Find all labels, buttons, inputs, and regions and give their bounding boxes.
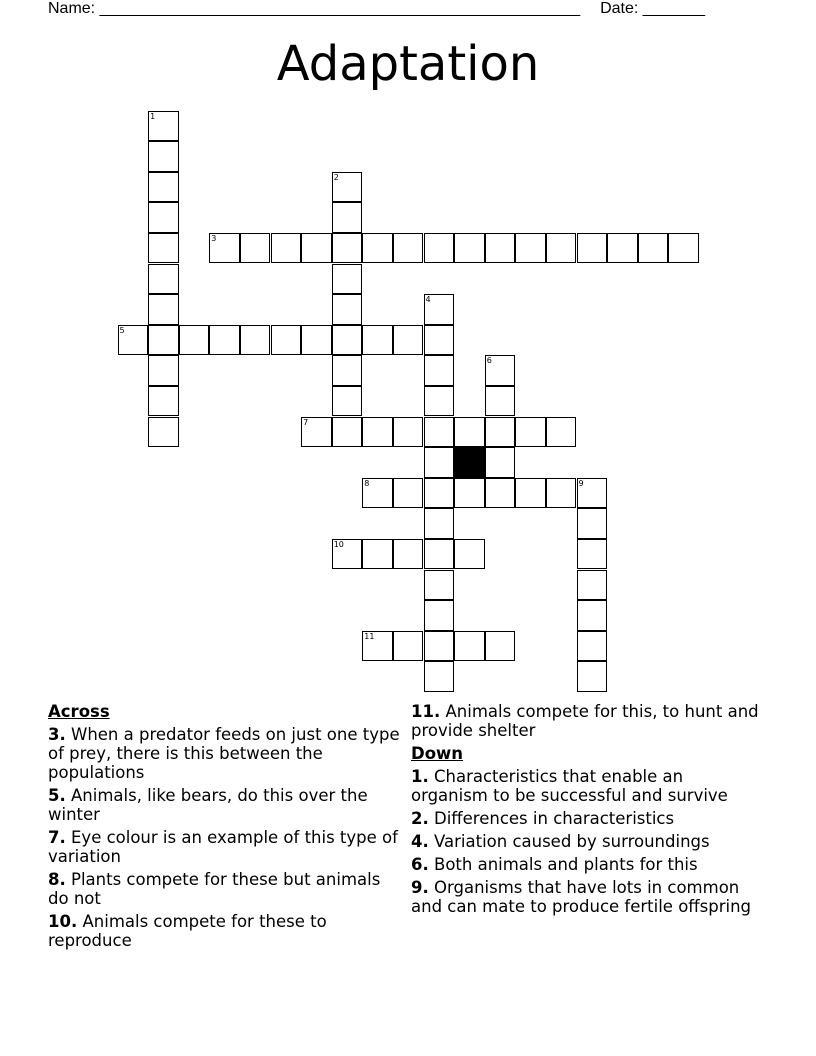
grid-cell[interactable] (424, 539, 455, 570)
grid-cell[interactable] (148, 355, 179, 386)
grid-cell[interactable] (577, 508, 608, 539)
grid-cell[interactable] (332, 264, 363, 295)
clue-number: 9 (578, 478, 584, 488)
grid-cell[interactable] (577, 570, 608, 601)
clue-number: 2 (333, 172, 339, 182)
grid-cell[interactable] (362, 417, 393, 448)
across-clue-8: 8. Plants compete for these but animals do not (48, 870, 381, 908)
grid-cell[interactable] (454, 478, 485, 509)
grid-cell[interactable] (454, 631, 485, 662)
grid-cell[interactable] (393, 325, 424, 356)
grid-cell[interactable] (148, 141, 179, 172)
clue-number: 1 (150, 111, 156, 121)
grid-cell[interactable] (515, 417, 546, 448)
grid-cell[interactable] (362, 631, 393, 662)
grid-cell[interactable] (485, 478, 516, 509)
grid-cell[interactable] (577, 539, 608, 570)
grid-cell[interactable] (148, 264, 179, 295)
grid-cell[interactable] (332, 172, 363, 203)
grid-cell[interactable] (424, 478, 455, 509)
clue-number: 4 (425, 295, 431, 305)
grid-cell[interactable] (332, 355, 363, 386)
grid-cell[interactable] (424, 661, 455, 692)
page-title: Adaptation (276, 36, 540, 92)
grid-cell[interactable] (577, 600, 608, 631)
grid-cell[interactable] (424, 600, 455, 631)
grid-cell[interactable] (393, 233, 424, 264)
clue-number: 8 (364, 478, 370, 488)
grid-cell[interactable] (362, 233, 393, 264)
grid-cell[interactable] (393, 417, 424, 448)
grid-cell[interactable] (332, 233, 363, 264)
grid-cell[interactable] (424, 570, 455, 601)
clue-number: 11 (364, 631, 375, 641)
grid-cell[interactable] (515, 478, 546, 509)
grid-cell[interactable] (362, 325, 393, 356)
clue-number: 10 (333, 539, 344, 549)
grid-cell[interactable] (240, 325, 271, 356)
grid-cell[interactable] (424, 508, 455, 539)
grid-black-cell (454, 447, 485, 478)
down-heading: Down (411, 744, 464, 763)
grid-cell[interactable] (148, 417, 179, 448)
clue-number: 6 (486, 356, 492, 366)
grid-cell[interactable] (424, 233, 455, 264)
across-heading: Across (48, 702, 110, 721)
grid-cell[interactable] (148, 325, 179, 356)
clue-number: 5 (119, 325, 125, 335)
clues-left-column (48, 702, 400, 954)
across-clue-3: 3. When a predator feeds on just one type of prey, there is this between the populations (48, 725, 400, 782)
clue-number: 3 (211, 233, 217, 243)
grid-cell[interactable] (332, 386, 363, 417)
grid-cell[interactable] (332, 202, 363, 233)
grid-cell[interactable] (301, 325, 332, 356)
grid-cell[interactable] (209, 233, 240, 264)
grid-cell[interactable] (271, 233, 302, 264)
grid-cell[interactable] (577, 661, 608, 692)
grid-cell[interactable] (148, 172, 179, 203)
name-field-label[interactable]: Name: ______________________________________________________ (48, 0, 581, 17)
grid-cell[interactable] (393, 631, 424, 662)
down-clue-9: 9. Organisms that have lots in common and can mate to produce fertile offspring (411, 878, 752, 916)
grid-cell[interactable] (546, 478, 577, 509)
grid-cell[interactable] (454, 233, 485, 264)
grid-cell[interactable] (424, 355, 455, 386)
grid-cell[interactable] (240, 233, 271, 264)
grid-cell[interactable] (148, 294, 179, 325)
across-clue-10: 10. Animals compete for these to reproduce (48, 912, 327, 950)
grid-cell[interactable] (271, 325, 302, 356)
grid-cell[interactable] (515, 233, 546, 264)
grid-cell[interactable] (546, 417, 577, 448)
grid-cell[interactable] (424, 386, 455, 417)
date-field-label[interactable]: Date: _______ (600, 0, 706, 17)
grid-cell[interactable] (424, 417, 455, 448)
grid-cell[interactable] (424, 631, 455, 662)
grid-cell[interactable] (638, 233, 669, 264)
grid-cell[interactable] (301, 233, 332, 264)
grid-cell[interactable] (485, 233, 516, 264)
grid-cell[interactable] (332, 294, 363, 325)
grid-cell[interactable] (148, 111, 179, 142)
clue-number: 7 (303, 417, 309, 427)
across-clue-7: 7. Eye colour is an example of this type of variation (48, 828, 398, 866)
down-clue-2: 2. Differences in characteristics (411, 809, 675, 828)
grid-cell[interactable] (362, 539, 393, 570)
grid-cell[interactable] (148, 386, 179, 417)
grid-cell[interactable] (485, 355, 516, 386)
grid-cell[interactable] (332, 539, 363, 570)
grid-cell[interactable] (362, 478, 393, 509)
clues-right-column (411, 702, 763, 920)
grid-cell[interactable] (577, 631, 608, 662)
grid-cell[interactable] (148, 202, 179, 233)
grid-cell[interactable] (485, 386, 516, 417)
grid-cell[interactable] (118, 325, 149, 356)
grid-cell[interactable] (424, 294, 455, 325)
grid-cell[interactable] (485, 631, 516, 662)
grid-cell[interactable] (546, 233, 577, 264)
down-clue-1: 1. Characteristics that enable an organism to be successful and survive (411, 767, 728, 805)
grid-cell[interactable] (209, 325, 240, 356)
grid-cell[interactable] (577, 478, 608, 509)
grid-cell[interactable] (424, 325, 455, 356)
grid-cell[interactable] (607, 233, 638, 264)
grid-cell[interactable] (332, 325, 363, 356)
grid-cell[interactable] (485, 447, 516, 478)
grid-cell[interactable] (301, 417, 332, 448)
grid-cell[interactable] (393, 539, 424, 570)
down-clue-6: 6. Both animals and plants for this (411, 855, 698, 874)
grid-cell[interactable] (179, 325, 210, 356)
down-clue-4: 4. Variation caused by surroundings (411, 832, 710, 851)
grid-cell[interactable] (332, 417, 363, 448)
grid-cell[interactable] (454, 539, 485, 570)
grid-cell[interactable] (454, 417, 485, 448)
grid-cell[interactable] (424, 447, 455, 478)
across-clue-11: 11. Animals compete for this, to hunt and provide shelter (411, 702, 759, 740)
grid-cell[interactable] (668, 233, 699, 264)
grid-cell[interactable] (485, 417, 516, 448)
grid-cell[interactable] (148, 233, 179, 264)
across-clue-5: 5. Animals, like bears, do this over the winter (48, 786, 368, 824)
grid-cell[interactable] (577, 233, 608, 264)
grid-cell[interactable] (393, 478, 424, 509)
